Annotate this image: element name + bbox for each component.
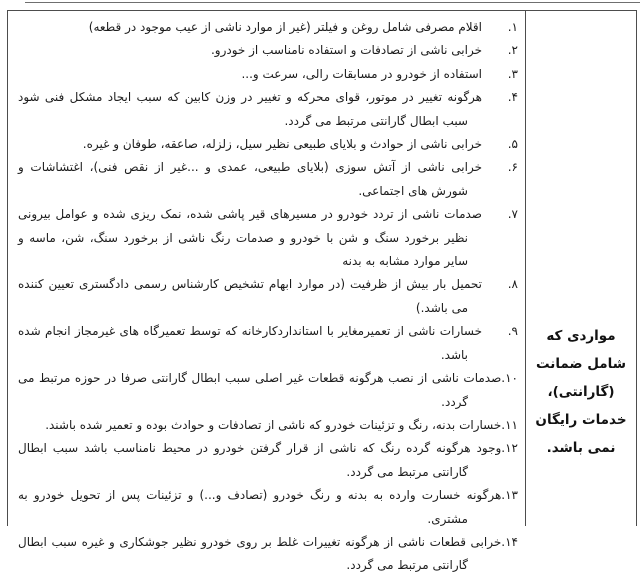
exclusions-list-cell xyxy=(8,11,526,573)
exclusion-item xyxy=(18,484,518,531)
item-text: هرگونه تغییر در موتور، قوای محرکه و تغییر در وزن کابین که سبب ایجاد مشکل فنی شود سبب ابطال گارانتی مرتبط می گردد. xyxy=(18,90,482,128)
item-text: صدمات ناشی از تردد خودرو در مسیرهای قیر پاشی شده، نمک ریزی شده و عوامل بیرونی نظیر برخورد سنگ و شن با خودرو و صدمات رنگ ناشی از برخورد سنگ، شن، ماسه و سایر موارد مشابه به بدنه xyxy=(18,207,482,269)
item-text: خرابی ناشی از حوادث و بلایای طبیعی نظیر سیل، زلزله، صاعقه، طوفان و غیره. xyxy=(82,137,482,152)
category-label-line: مواردی که xyxy=(546,328,616,344)
category-label-line: شامل ضمانت xyxy=(536,356,626,372)
exclusion-item xyxy=(18,414,518,437)
category-label xyxy=(526,322,636,462)
exclusion-item xyxy=(18,273,518,320)
exclusion-item xyxy=(18,16,518,39)
item-number: ۷. xyxy=(507,207,518,222)
item-text: صدمات ناشی از نصب هرگونه قطعات غیر اصلی سبب ابطال گارانتی صرفا در حوزه مرتبط می گردد. xyxy=(18,371,502,409)
item-text: هرگونه خسارت وارده به بدنه و رنگ خودرو (تصادف و...) و تزئینات پس از تحویل خودرو به مشتری. xyxy=(18,488,502,526)
item-text: خسارات ناشی از تعمیرمغایر با استانداردکارخانه که توسط تعمیرگاه های غیرمجاز انجام شده باشد. xyxy=(18,324,482,362)
item-text: اقلام مصرفی شامل روغن و فیلتر (غیر از موارد ناشی از عیب موجود در قطعه) xyxy=(88,20,482,34)
category-label-line: نمی باشد. xyxy=(546,440,616,456)
item-number: ۱۰. xyxy=(501,371,518,386)
exclusion-item xyxy=(18,437,518,484)
item-number: ۱۴. xyxy=(501,534,518,549)
exclusion-item xyxy=(18,531,518,578)
item-number: ۴. xyxy=(507,90,518,105)
item-text: خسارات بدنه، رنگ و تزئینات خودرو که ناشی از تصادفات و حوادث بوده و تعمیر شده باشند. xyxy=(45,417,502,432)
exclusion-item xyxy=(18,39,518,62)
item-number: ۵. xyxy=(507,137,518,152)
item-number: ۱۳. xyxy=(501,488,518,503)
item-number: ۶. xyxy=(507,160,518,175)
exclusion-item xyxy=(18,86,518,133)
exclusion-item xyxy=(18,63,518,86)
category-label-line: (گارانتی)، xyxy=(547,384,615,400)
exclusion-item xyxy=(18,133,518,156)
item-number: ۱۲. xyxy=(501,441,518,456)
item-number: ۹. xyxy=(507,324,518,339)
item-text: وجود هرگونه گرده رنگ که ناشی از قرار گرفتن خودرو در محیط نامناسب باشد سبب ابطال گارانتی مرتبط می گردد. xyxy=(18,441,502,479)
exclusion-item xyxy=(18,367,518,414)
item-number: ۳. xyxy=(507,66,518,81)
category-label-line: خدمات رایگان xyxy=(535,412,627,428)
item-text: خرابی ناشی از آتش سوزی (بلایای طبیعی، عمدی و ...غیر از نقص فنی)، اغتشاشات و شورش های اجتماعی. xyxy=(18,160,482,198)
exclusion-item xyxy=(18,203,518,273)
item-text: خرابی ناشی از تصادفات و استفاده نامناسب از خودرو. xyxy=(210,43,482,58)
item-text: تحمیل بار بیش از ظرفیت (در موارد ابهام تشخیص کارشناس رسمی دادگستری تعیین کننده می باشد.) xyxy=(18,277,482,315)
item-number: ۱. xyxy=(507,20,518,34)
exclusions-list xyxy=(18,16,518,578)
item-number: ۱۱. xyxy=(501,417,518,432)
item-text: استفاده از خودرو در مسابقات رالی، سرعت و... xyxy=(241,66,482,81)
top-divider-rule xyxy=(25,2,640,3)
item-number: ۸. xyxy=(507,277,518,292)
category-label-cell xyxy=(526,11,636,526)
warranty-exclusions-table xyxy=(7,10,637,573)
exclusion-item xyxy=(18,156,518,203)
exclusion-item xyxy=(18,320,518,367)
item-number: ۲. xyxy=(507,43,518,58)
item-text: خرابی قطعات ناشی از هرگونه تغییرات غلط بر روی خودرو نظیر جوشکاری و غیره سبب ابطال گارانتی مرتبط می گردد. xyxy=(18,534,502,573)
